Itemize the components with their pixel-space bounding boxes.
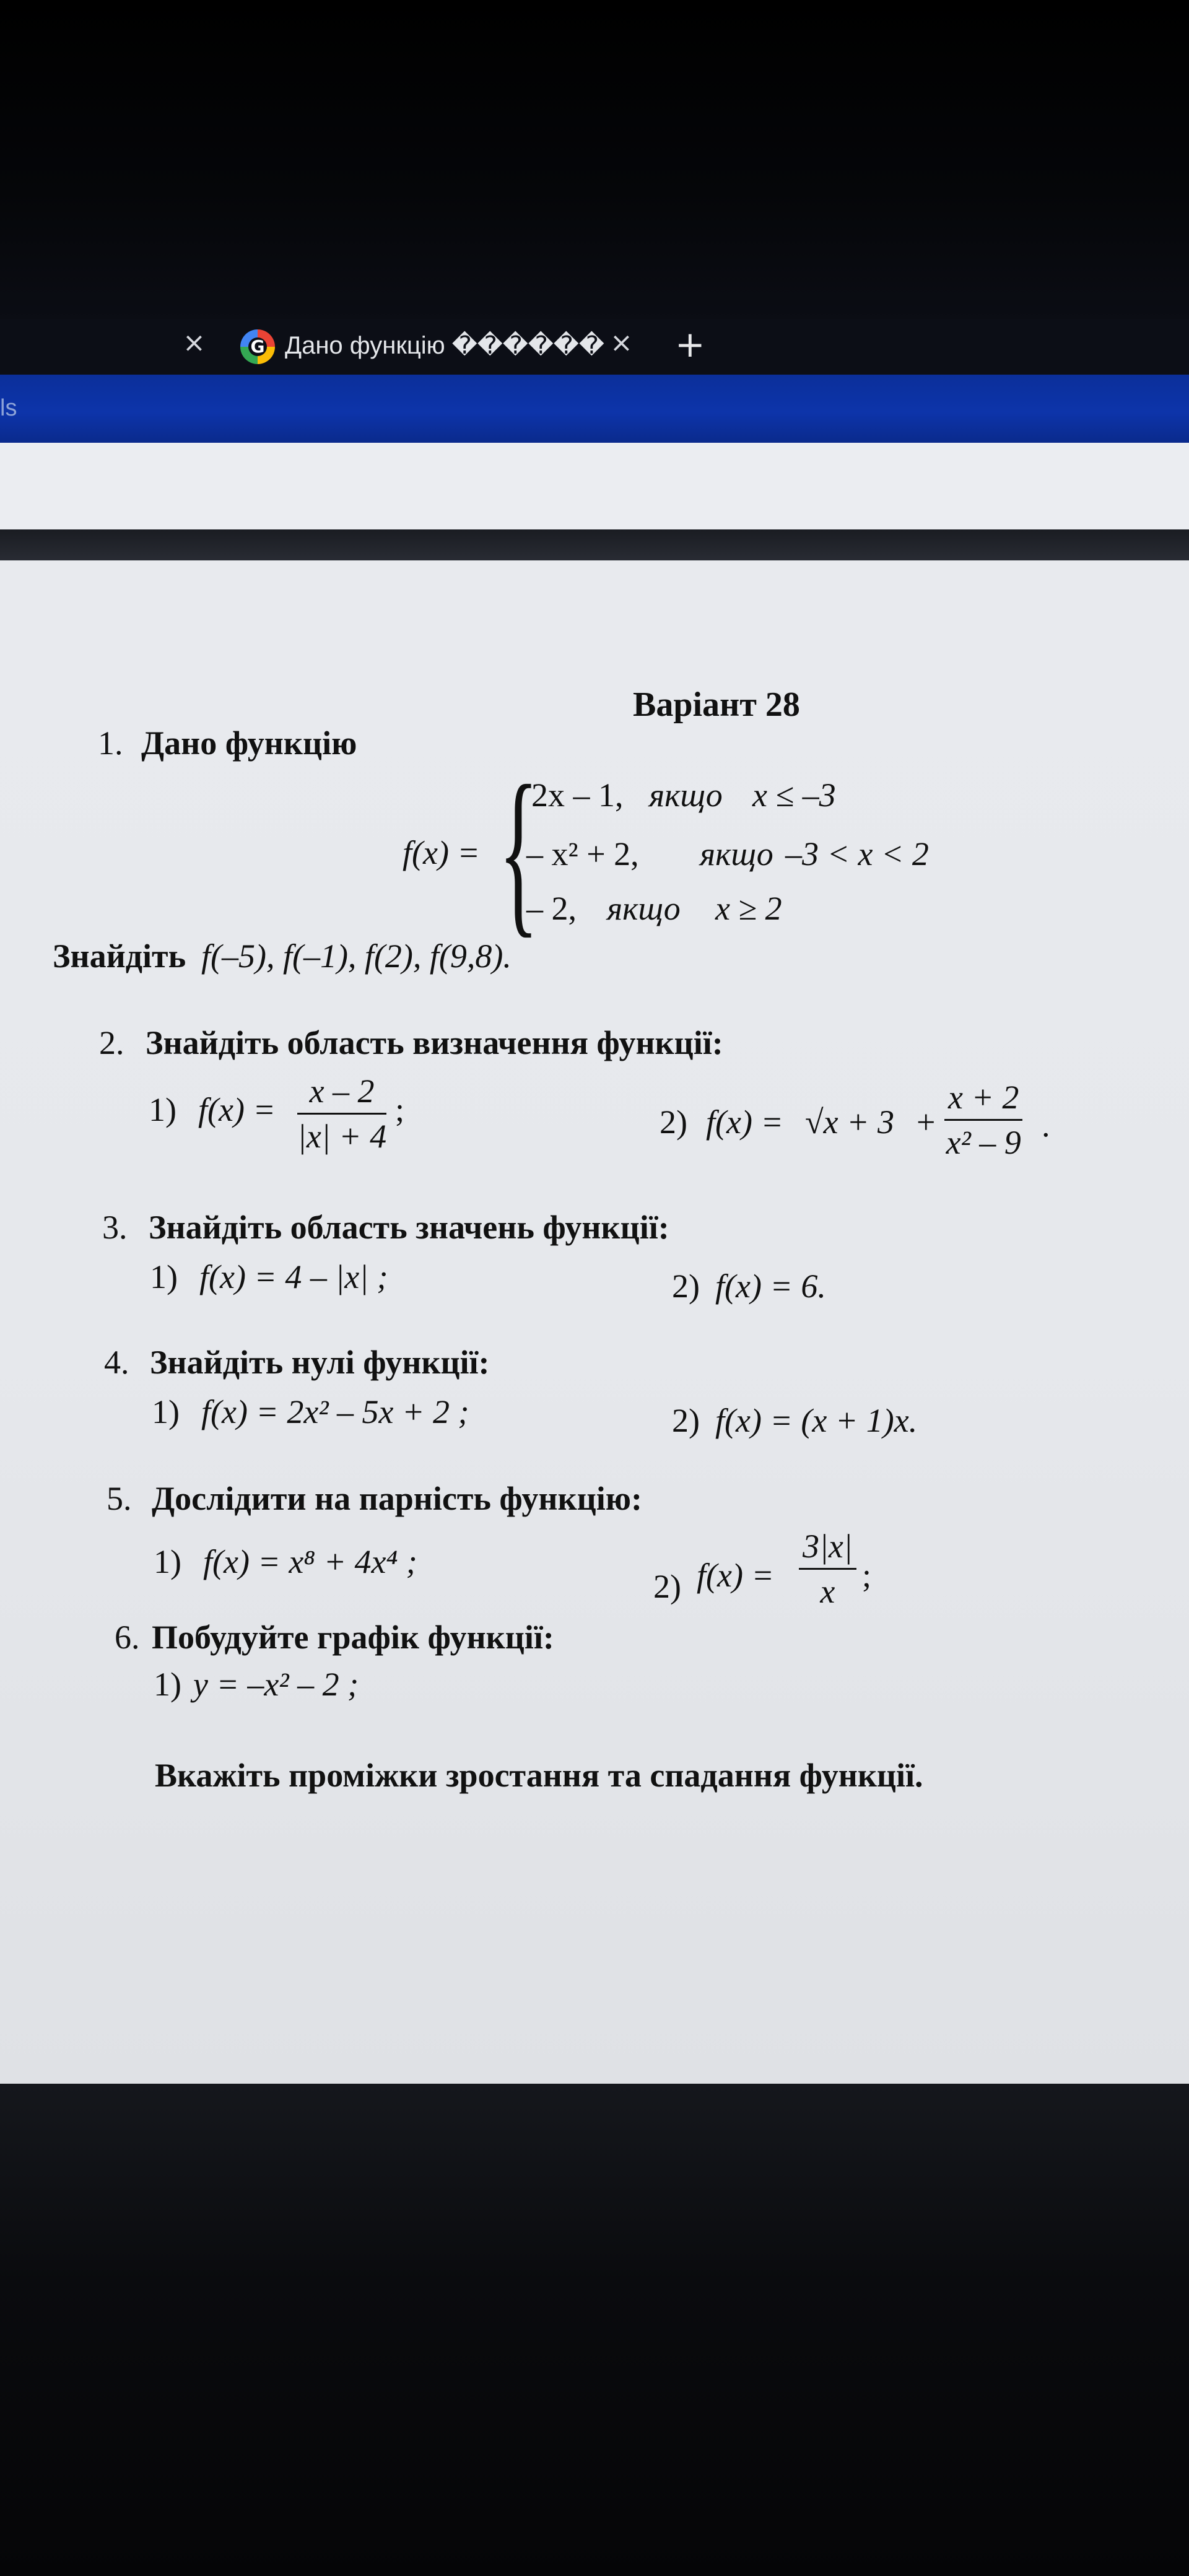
document-page <box>0 560 1189 2084</box>
case2-cond: –3 < x < 2 <box>785 835 929 872</box>
page-header-area <box>0 443 1189 529</box>
task5-number: 5. <box>107 1480 132 1517</box>
case3-cond: x ≥ 2 <box>715 890 782 927</box>
task3-number: 3. <box>102 1209 128 1246</box>
case1-word: якщо <box>649 777 723 814</box>
case1-expr: 2x – 1, <box>531 777 624 814</box>
task4-p2-label: 2) <box>672 1402 700 1439</box>
task6-number: 6. <box>115 1619 140 1656</box>
task6-title: Побудуйте графік функції: <box>152 1619 554 1656</box>
task2-p2-root: √x + 3 <box>805 1103 895 1141</box>
task2-p1-label: 1) <box>149 1091 176 1128</box>
task1-fx: f(x) = <box>403 834 480 871</box>
previous-tab-close-icon[interactable]: × <box>183 327 206 359</box>
task6-p1-label: 1) <box>154 1666 181 1703</box>
variant-title: Варіант 28 <box>633 685 800 724</box>
task2-number: 2. <box>99 1024 124 1061</box>
task4-p2-expr: f(x) = (x + 1)x. <box>715 1402 918 1439</box>
task4-number: 4. <box>104 1344 129 1381</box>
task5-title: Дослідити на парність функцію: <box>152 1480 643 1517</box>
task4-p1-label: 1) <box>152 1393 180 1430</box>
task2-p2-lhs: f(x) = <box>706 1103 783 1141</box>
task1-find-label: Знайдіть <box>53 938 186 975</box>
task5-p1-label: 1) <box>154 1543 181 1580</box>
task1-number: 1. <box>98 724 123 762</box>
task2-p2-fraction <box>944 1081 1022 1159</box>
task2-p1-denominator: |x| + 4 <box>297 1118 387 1155</box>
task2-p2-denominator: x² – 9 <box>946 1124 1021 1161</box>
task6-p1-expr: y = –x² – 2 ; <box>193 1666 359 1703</box>
task2-p1-end: ; <box>395 1091 405 1128</box>
case3-expr: – 2, <box>526 890 577 927</box>
task4-p1-expr: f(x) = 2x² – 5x + 2 ; <box>201 1393 469 1430</box>
case2-word: якщо <box>700 835 773 872</box>
task6-note: Вкажіть проміжки зростання та спадання функції. <box>155 1757 923 1794</box>
task5-p2-numerator: 3|x| <box>799 1530 856 1570</box>
task3-p2-label: 2) <box>672 1268 700 1305</box>
task3-p2-expr: f(x) = 6. <box>715 1268 826 1305</box>
task3-p1-expr: f(x) = 4 – |x| ; <box>199 1258 388 1295</box>
task2-p2-numerator: x + 2 <box>944 1081 1022 1121</box>
case2-expr: – x² + 2, <box>526 835 639 872</box>
piecewise-brace: { <box>499 747 539 953</box>
bookmark-item[interactable]: ls <box>0 395 17 421</box>
task2-p2-end: . <box>1042 1107 1050 1144</box>
case3-word: якщо <box>607 890 681 927</box>
task2-p2-label: 2) <box>660 1103 687 1141</box>
task2-title: Знайдіть область визначення функції: <box>146 1024 723 1061</box>
task5-p2-denominator: x <box>820 1573 835 1610</box>
case1-cond: x ≤ –3 <box>752 777 836 814</box>
task4-title: Знайдіть нулі функції: <box>150 1344 490 1381</box>
dark-bezel-bottom <box>0 2084 1189 2576</box>
dark-bezel-top <box>0 0 1189 322</box>
task3-title: Знайдіть область значень функції: <box>149 1209 669 1246</box>
task5-p2-label: 2) <box>653 1568 681 1605</box>
bookmark-bar <box>0 375 1189 443</box>
new-tab-button[interactable]: + <box>675 323 705 365</box>
task1-title: Дано функцію <box>141 724 357 762</box>
task3-p1-label: 1) <box>150 1258 178 1295</box>
task5-p2-end: ; <box>862 1557 872 1594</box>
google-favicon-letter: G <box>248 337 267 356</box>
tab-close-icon[interactable]: × <box>610 327 633 359</box>
task5-p2-fraction <box>799 1530 856 1608</box>
active-tab-title[interactable]: Дано функцію ������ <box>285 332 604 359</box>
task5-p1-expr: f(x) = x⁸ + 4x⁴ ; <box>203 1543 417 1580</box>
task1-find-values: f(–5), f(–1), f(2), f(9,8). <box>201 938 512 975</box>
task2-p2-plus: + <box>917 1103 936 1141</box>
toolbar-divider <box>0 529 1189 564</box>
task5-p2-lhs: f(x) = <box>697 1557 774 1594</box>
task2-p1-numerator: x – 2 <box>297 1074 386 1115</box>
task2-p1-lhs: f(x) = <box>198 1091 276 1128</box>
task2-p1-fraction <box>297 1074 386 1153</box>
